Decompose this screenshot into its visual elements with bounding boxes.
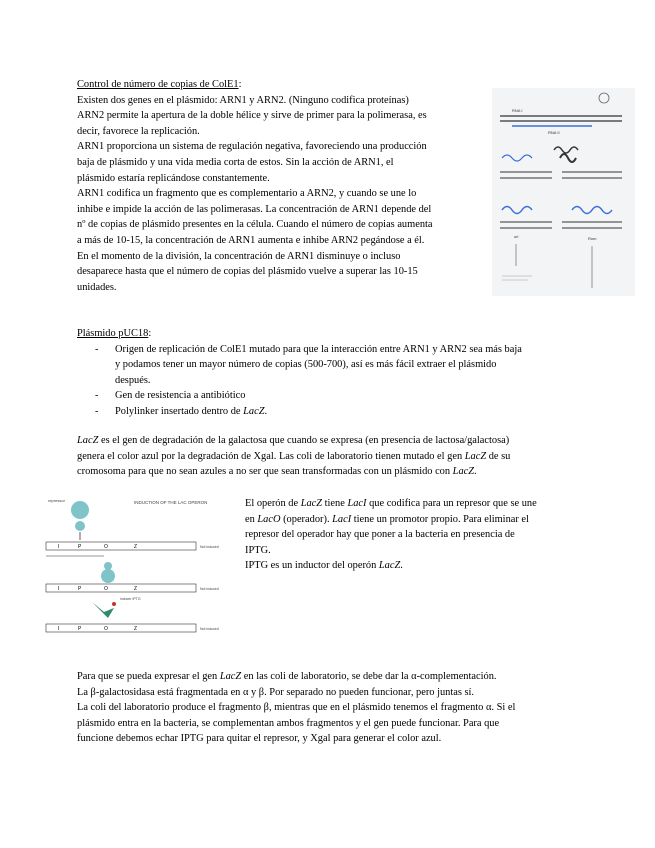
- svg-text:P: P: [78, 544, 82, 550]
- rom-label: Rom: [588, 236, 597, 241]
- paragraph-line: En el momento de la división, la concentración de ARN1 disminuye o incluso: [77, 250, 401, 262]
- ori-label: ori: [514, 234, 519, 239]
- paragraph-line: ARN2 permite la apertura de la doble hélice y sirve de primer para la polimerasa, es: [77, 110, 427, 122]
- section-heading: Control de número de copias de ColE1:: [77, 79, 242, 90]
- svg-text:Z: Z: [134, 626, 138, 632]
- section-colE1: [77, 77, 482, 295]
- bullet-item: - Origen de replicación de ColE1 mutado para que la interacción entre ARN1 y ARN2 sea más baja y podamos tener un mayor número de copias (500-700), así es más fácil extraer el plásmido después.: [95, 343, 522, 386]
- svg-text:Not induced: Not induced: [200, 627, 219, 631]
- lac-operon-figure: [44, 492, 236, 644]
- gene-row: [46, 542, 219, 550]
- svg-text:I: I: [58, 544, 60, 550]
- rna-label: RNA II: [548, 130, 560, 135]
- section-pUC18: [77, 326, 597, 420]
- svg-text:O: O: [104, 586, 108, 592]
- paragraph-line: desaparece hasta que el número de copias del plásmido vuelve a superar las 10-15: [77, 266, 418, 278]
- section-heading: Plásmido pUC18:: [77, 328, 152, 339]
- colE1-replication-figure: [492, 88, 635, 296]
- svg-text:Not induced: Not induced: [200, 545, 219, 549]
- svg-text:I: I: [58, 626, 60, 632]
- bullet-item: - Polylinker insertado dentro de LacZ.: [95, 405, 268, 417]
- rna-label: RNA I: [512, 108, 523, 113]
- paragraph-line: decir, favorece la replicación.: [77, 125, 200, 137]
- svg-text:O: O: [104, 626, 108, 632]
- paragraph-line: Existen dos genes en el plásmido: ARN1 y ARN2. (Ninguno codifica proteínas): [77, 94, 409, 106]
- paragraph-line: ARN1 codifica un fragmento que es complementario a ARN2, y cuando se une lo: [77, 188, 417, 200]
- paragraph-line: inhibe e impide la acción de las polimerasas. La concentración de ARN1 depende del: [77, 203, 432, 215]
- svg-text:O: O: [104, 544, 108, 550]
- section-lacZ: LacZ es el gen de degradación de la galactosa que cuando se expresa (en presencia de lactosa/galactosa) genera el color azul por la degradación de Xgal. Las coli de laboratorio tienen mutado el gen LacZ de su cromosoma para que no sean azules a no ser que sean transformadas con un plásmido con LacZ.: [77, 435, 511, 478]
- paragraph-line: unidades.: [77, 281, 117, 293]
- repressor-label: repressor: [48, 498, 65, 503]
- gene-row: [46, 584, 219, 592]
- paragraph-line: plásmido estaría replicándose constantemente.: [77, 172, 270, 184]
- figure-title: INDUCTION OF THE LAC OPERON: [134, 500, 208, 505]
- bullet-item: - Gen de resistencia a antibiótico: [95, 390, 246, 402]
- svg-text:P: P: [78, 586, 82, 592]
- section-lac-operon: El operón de LacZ tiene LacI que codifica para un represor que se une en LacO (operador). LacI tiene un promotor propio. Para eliminar el represor del operador hay que poner a la bacteria en presencia de IPTG. IPTG es un inductor del operón LacZ.: [245, 498, 537, 572]
- svg-text:Z: Z: [134, 544, 138, 550]
- paragraph-line: baja de plásmido y una vida media corta de estos. Sin la acción de ARN1, el: [77, 156, 394, 168]
- paragraph-line: ARN1 proporciona un sistema de regulación negativa, favoreciendo una producción: [77, 141, 427, 153]
- gene-row: [46, 624, 219, 632]
- paragraph-line: a más de 10-15, la concentración de ARN1 aumenta e inhibe ARN2 pegándose a él.: [77, 234, 425, 246]
- svg-text:Z: Z: [134, 586, 138, 592]
- paragraph-line: nº de copias de plásmido presentes en la célula. Cuando el número de copias aumenta: [77, 219, 433, 231]
- svg-text:Not induced: Not induced: [200, 587, 219, 591]
- svg-text:P: P: [78, 626, 82, 632]
- inducer-label: inducer IPTG: [120, 597, 141, 601]
- svg-text:I: I: [58, 586, 60, 592]
- section-alpha-complementation: Para que se pueda expresar el gen LacZ en las coli de laboratorio, se debe dar la α-complementación. La β-galactosidasa está fragmentada en α y β. Por separado no pueden funcionar, pero juntas sí. La coli del laboratorio produce el fragmento β, mientras que en el plásmido tenemos el fragmento α. Si el plásmido entra en la bacteria, se complementan ambos fragmentos y el gen puede funcionar. Para que funcione debemos echar IPTG para quitar el represor, y Xgal para generar el color azul.: [77, 671, 516, 745]
